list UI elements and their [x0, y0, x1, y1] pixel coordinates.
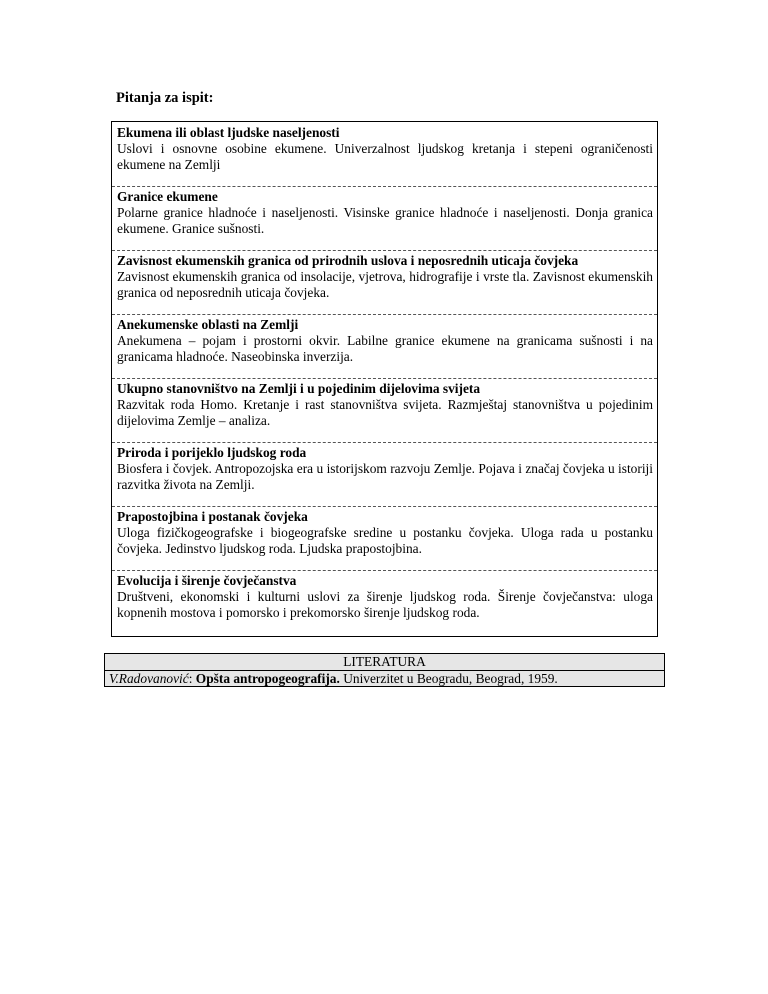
topic-item [112, 186, 657, 250]
reference-author: V.Radovanović [109, 671, 189, 686]
topic-title: Ukupno stanovništvo na Zemlji i u pojedinim dijelovima svijeta [117, 381, 481, 396]
topic-description: Zavisnost ekumenskih granica od insolacije, vjetrova, hidrografije i vrste tla. Zavisnost ekumenskih granica od neposrednih uticaja čovjeka. [117, 269, 653, 300]
topic-item [112, 570, 657, 634]
topic-title: Prapostojbina i postanak čovjeka [117, 509, 308, 524]
topic-description: Polarne granice hladnoće i naseljenosti. Visinske granice hladnoće i naseljenosti. Donja granica ekumene. Granice sušnosti. [117, 205, 653, 236]
page-heading: Pitanja za ispit: [116, 90, 214, 106]
reference-title: Opšta antropogeografija. [195, 671, 340, 686]
topic-title: Evolucija i širenje čovječanstva [117, 573, 297, 588]
topic-item [112, 378, 657, 442]
topic-title: Granice ekumene [117, 189, 218, 204]
topic-title: Priroda i porijeklo ljudskog roda [117, 445, 307, 460]
topic-item [112, 314, 657, 378]
reference-publisher: Univerzitet u Beogradu, Beograd, 1959. [339, 671, 558, 686]
topic-item [112, 122, 657, 186]
topic-description: Uslovi i osnovne osobine ekumene. Univerzalnost ljudskog kretanja i stepeni ograničenosti ekumene na Zemlji [117, 141, 653, 172]
literature-reference [105, 671, 664, 687]
topics-table [111, 121, 658, 637]
topic-item [112, 506, 657, 570]
topic-description: Biosfera i čovjek. Antropozojska era u istorijskom razvoju Zemlje. Pojava i značaj čovjeka u istoriji razvitka života na Zemlji. [117, 461, 653, 492]
topic-item [112, 442, 657, 506]
topic-description: Razvitak roda Homo. Kretanje i rast stanovništva svijeta. Razmještaj stanovništva u pojedinim dijelovima Zemlje – analiza. [117, 397, 653, 428]
literature-header: LITERATURA [105, 654, 664, 671]
topic-title: Ekumena ili oblast ljudske naseljenosti [117, 125, 340, 140]
topic-item [112, 250, 657, 314]
literature-box [104, 653, 665, 687]
reference-colon: : [188, 671, 196, 686]
topic-description: Anekumena – pojam i prostorni okvir. Labilne granice ekumene na granicama sušnosti i na granicama hladnoće. Naseobinska inverzija. [117, 333, 653, 364]
topic-description: Društveni, ekonomski i kulturni uslovi za širenje ljudskog roda. Širenje čovječanstva: uloga kopnenih mostova i pomorsko i prekomorsko širenje ljudskog roda. [117, 589, 653, 620]
topic-title: Zavisnost ekumenskih granica od prirodnih uslova i neposrednih uticaja čovjeka [117, 253, 579, 268]
topic-title: Anekumenske oblasti na Zemlji [117, 317, 299, 332]
topic-description: Uloga fizičkogeografske i biogeografske sredine u postanku čovjeka. Uloga rada u postanku čovjeka. Jedinstvo ljudskog roda. Ljudska prapostojbina. [117, 525, 653, 556]
